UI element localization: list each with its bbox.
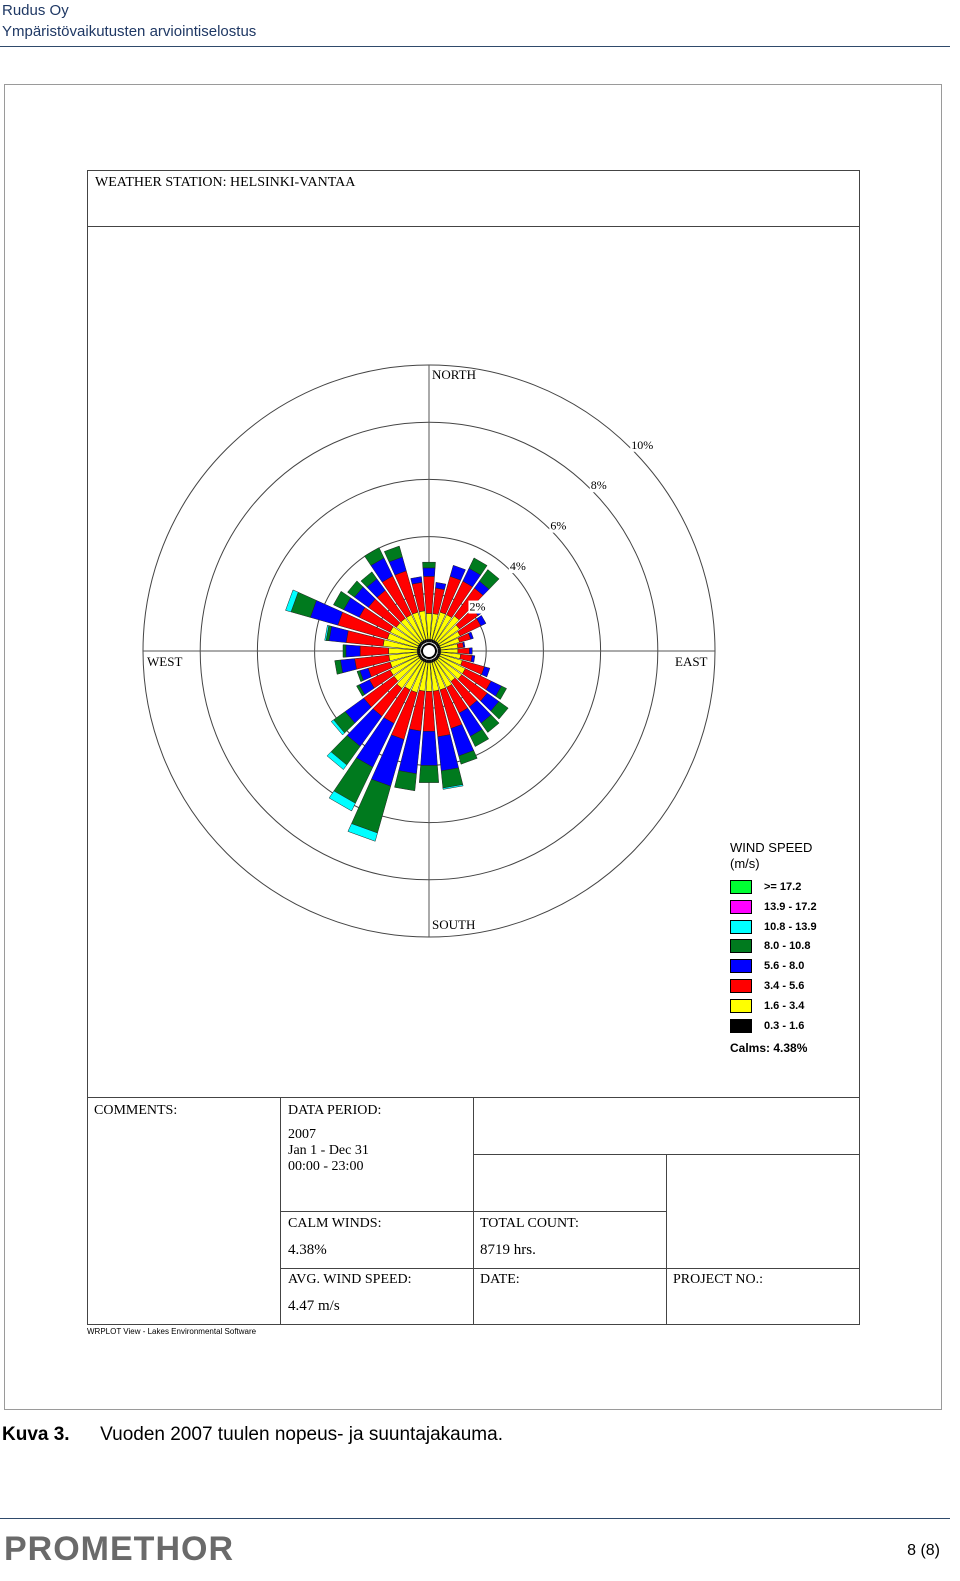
legend-label: >= 17.2 (764, 881, 802, 893)
legend-swatch (730, 939, 752, 953)
legend-swatch (730, 959, 752, 973)
petal-90-bin-3 (469, 648, 472, 654)
legend-label: 8.0 - 10.8 (764, 940, 811, 953)
calm-hub (422, 644, 436, 658)
legend-label: 1.6 - 3.4 (764, 999, 805, 1012)
petal-280-bin-3 (329, 626, 348, 642)
legend-label: 13.9 - 17.2 (764, 900, 817, 913)
ring-label-2: 6% (550, 518, 567, 533)
petal-180-bin-0 (428, 660, 430, 663)
legend-unit: (m/s) (730, 856, 760, 871)
petal-90-bin-2 (458, 648, 470, 654)
legend-swatch (730, 900, 752, 914)
document-header (2, 0, 256, 42)
avg-speed-label: AVG. WIND SPEED: (288, 1272, 412, 1287)
legend-label: 0.3 - 1.6 (764, 1019, 805, 1032)
petal-260-bin-3 (340, 659, 356, 673)
petal-90-bin-0 (438, 650, 441, 652)
data-period-hours: 00:00 - 23:00 (288, 1159, 364, 1174)
ring-label-3: 8% (590, 478, 607, 493)
petal-180-bin-3 (421, 731, 438, 765)
legend-title: WIND SPEED (730, 840, 813, 855)
petal-0-bin-0 (428, 639, 430, 642)
ring-label-4: 10% (631, 437, 654, 452)
legend-swatch (730, 880, 752, 894)
petal-270-bin-2 (360, 646, 389, 656)
petal-0-bin-4 (423, 562, 436, 568)
calm-winds-label: CALM WINDS: (288, 1216, 382, 1231)
ring-label-0: 2% (469, 599, 486, 614)
station-title: WEATHER STATION: HELSINKI-VANTAA (95, 175, 356, 190)
footer-divider (0, 1518, 950, 1519)
legend-swatch (730, 1019, 752, 1033)
calm-winds-value: 4.38% (288, 1242, 327, 1258)
compass-south: SOUTH (432, 917, 476, 932)
legend-calms: Calms: 4.38% (730, 1041, 808, 1055)
total-count-value: 8719 hrs. (480, 1242, 536, 1258)
project-label: PROJECT NO.: (673, 1272, 763, 1287)
calm-winds-cell (280, 1211, 474, 1269)
caption-number: Kuva 3. (2, 1424, 70, 1445)
date-label: DATE: (480, 1272, 520, 1287)
petal-180-bin-4 (419, 766, 438, 783)
petal-270-bin-3 (346, 645, 360, 657)
data-period-year: 2007 (288, 1127, 316, 1142)
petal-0-bin-3 (423, 568, 435, 577)
blank-cell-right (666, 1154, 860, 1269)
compass-west: WEST (147, 654, 183, 669)
date-cell (473, 1268, 667, 1325)
figure-caption (2, 1424, 503, 1446)
legend-label: 5.6 - 8.0 (764, 960, 805, 973)
petal-0-bin-2 (424, 576, 435, 613)
data-period-label: DATA PERIOD: (288, 1103, 382, 1118)
rose-petals (286, 546, 509, 841)
compass-north: NORTH (432, 367, 476, 382)
total-count-cell (473, 1211, 667, 1269)
petal-190-bin-4 (395, 771, 417, 791)
avg-speed-cell (280, 1268, 474, 1325)
legend-swatch (730, 979, 752, 993)
project-cell (666, 1268, 860, 1325)
header-divider (0, 46, 950, 47)
page-number: 8 (8) (907, 1542, 940, 1559)
legend-label: 3.4 - 5.6 (764, 980, 805, 992)
avg-speed-value: 4.47 m/s (288, 1298, 340, 1314)
petal-270-bin-0 (417, 650, 420, 652)
document-title: Ympäristövaikutusten arviointiselostus (2, 23, 257, 40)
caption-text: Vuoden 2007 tuulen nopeus- ja suuntajakauma. (100, 1424, 503, 1445)
data-period-cell (280, 1097, 474, 1212)
petal-10-bin-3 (435, 582, 446, 589)
blank-cell-mid (473, 1154, 667, 1212)
petal-270-bin-4 (343, 645, 346, 658)
station-title-box (87, 170, 860, 227)
legend-swatch (730, 920, 752, 934)
ring-label-1: 4% (509, 559, 526, 574)
data-period-dates: Jan 1 - Dec 31 (288, 1143, 369, 1158)
software-credit: WRPLOT View - Lakes Environmental Software (87, 1327, 257, 1336)
company-logo: PROMETHOR (4, 1530, 234, 1568)
total-count-label: TOTAL COUNT: (480, 1216, 579, 1231)
legend-label: 10.8 - 13.9 (764, 920, 817, 933)
comments-label: COMMENTS: (94, 1103, 178, 1118)
legend-swatch (730, 999, 752, 1013)
petal-180-bin-2 (423, 691, 435, 731)
blank-cell-top (473, 1097, 860, 1155)
compass-east: EAST (675, 654, 708, 669)
company-name: Rudus Oy (2, 2, 69, 19)
comments-cell (87, 1097, 281, 1325)
